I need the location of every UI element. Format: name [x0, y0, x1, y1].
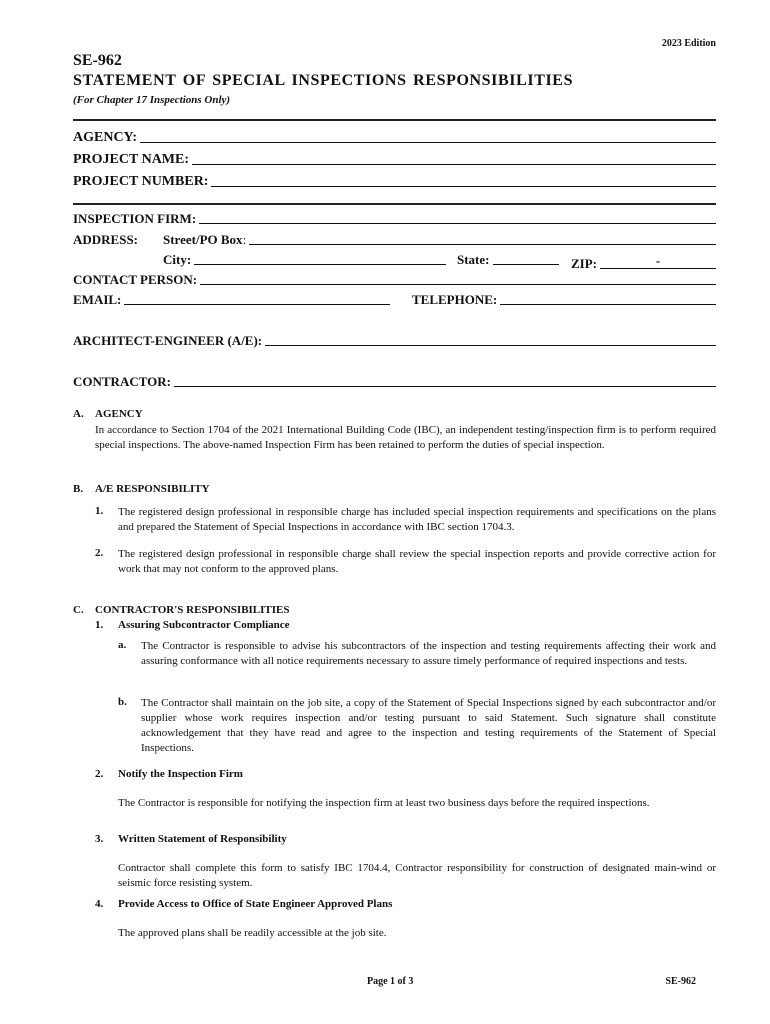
architect-engineer-input-line[interactable] — [265, 345, 716, 346]
city-label: City: — [163, 252, 192, 267]
section-c-item-1a-letter: a. — [118, 639, 127, 651]
section-c-item-1-number: 1. — [95, 619, 104, 631]
section-c-item-3-text: Contractor shall complete this form to satisfy IBC 1704.4, Contractor responsibility for construction of designated main-wind or seismic force resisting system. — [118, 862, 716, 889]
section-b-item-2-number: 2. — [95, 547, 104, 559]
section-c-item-1b-text: The Contractor shall maintain on the job site, a copy of the Statement of Special Inspections signed by each subcontractor and/or supplier whose work requires inspection and/or testing pursuant to said Statement. Such signature shall constitute acknowledgement that they have read and agree to the inspection and testing requirements of the Statement of Special Inspections. — [141, 697, 716, 754]
zip-label: ZIP: — [571, 256, 597, 271]
contractor-label: CONTRACTOR: — [73, 374, 171, 389]
section-c-heading: C. CONTRACTOR'S RESPONSIBILITIES — [73, 604, 290, 616]
email-field[interactable] — [73, 292, 390, 308]
street-label: Street/PO Box: — [163, 232, 247, 247]
section-c-item-4-number: 4. — [95, 898, 104, 910]
footer-form-number: SE-962 — [665, 976, 696, 987]
section-a-heading: A. AGENCY — [73, 408, 143, 420]
divider — [73, 119, 716, 121]
section-c-item-2-heading: Notify the Inspection Firm — [118, 768, 243, 780]
address-label: ADDRESS: — [73, 232, 139, 247]
section-b-item-1-number: 1. — [95, 505, 104, 517]
state-label: State: — [457, 252, 490, 267]
contact-person-label: CONTACT PERSON: — [73, 272, 198, 287]
telephone-field[interactable] — [412, 292, 716, 308]
city-field[interactable] — [163, 252, 446, 268]
project-number-input-line[interactable] — [211, 186, 716, 187]
address-label-wrap — [73, 232, 163, 248]
project-number-field[interactable] — [73, 174, 716, 190]
section-b-item-1-text: The registered design professional in responsible charge has included special inspection requirements and specifications on the plans and prepared the Statement of Special Inspections in accordance with IBC section 1704.3. — [118, 506, 716, 533]
contact-person-input-line[interactable] — [200, 284, 716, 285]
section-c-item-1b-letter: b. — [118, 696, 127, 708]
architect-engineer-label: ARCHITECT-ENGINEER (A/E): — [73, 333, 263, 348]
city-input-line[interactable] — [194, 264, 446, 265]
contractor-input-line[interactable] — [174, 386, 716, 387]
email-label: EMAIL: — [73, 292, 122, 307]
document-page — [73, 0, 716, 1024]
section-c-item-4-heading: Provide Access to Office of State Engineer Approved Plans — [118, 898, 393, 910]
zip-input-line[interactable]: - — [600, 252, 716, 269]
page-number: Page 1 of 3 — [367, 976, 414, 987]
section-c-item-1-heading: Assuring Subcontractor Compliance — [118, 619, 290, 631]
divider — [73, 203, 716, 205]
project-name-label: PROJECT NAME: — [73, 152, 190, 167]
section-c-item-2-number: 2. — [95, 768, 104, 780]
page-title: STATEMENT OF SPECIAL INSPECTIONS RESPONSIBILITIES — [73, 72, 574, 89]
inspection-firm-field[interactable] — [73, 211, 716, 227]
email-input-line[interactable] — [124, 304, 390, 305]
project-name-input-line[interactable] — [192, 164, 716, 165]
street-input-line[interactable] — [249, 244, 716, 245]
section-c-item-4-text: The approved plans shall be readily accessible at the job site. — [118, 927, 387, 939]
agency-label: AGENCY: — [73, 130, 138, 145]
inspection-firm-input-line[interactable] — [199, 223, 716, 224]
section-c-item-2-text: The Contractor is responsible for notifying the inspection firm at least two business days before the required inspections. — [118, 797, 650, 809]
form-number: SE-962 — [73, 52, 122, 69]
zip-field[interactable] — [571, 252, 716, 272]
telephone-label: TELEPHONE: — [412, 292, 498, 307]
section-b-heading: B. A/E RESPONSIBILITY — [73, 483, 210, 495]
section-c-item-1a-text: The Contractor is responsible to advise his subcontractors of the inspection and testing requirements affecting their work and assuring conformance with all notice requirements necessary to assure timely performance of required inspections and tests. — [141, 640, 716, 667]
section-b-item-2-text: The registered design professional in responsible charge shall review the special inspection reports and provide corrective action for work that may not conform to the approved plans. — [118, 548, 716, 575]
contact-person-field[interactable] — [73, 272, 716, 288]
agency-input-line[interactable] — [140, 142, 716, 143]
section-c-item-3-number: 3. — [95, 833, 104, 845]
page-subtitle: (For Chapter 17 Inspections Only) — [73, 94, 231, 106]
project-name-field[interactable] — [73, 152, 716, 168]
project-number-label: PROJECT NUMBER: — [73, 174, 209, 189]
street-field[interactable] — [163, 232, 716, 248]
state-input-line[interactable] — [493, 264, 560, 265]
edition-label: 2023 Edition — [661, 38, 716, 49]
inspection-firm-label: INSPECTION FIRM: — [73, 211, 197, 226]
architect-engineer-field[interactable] — [73, 333, 716, 349]
agency-field[interactable] — [73, 130, 716, 146]
section-a-text: In accordance to Section 1704 of the 2021 International Building Code (IBC), an independent testing/inspection firm is to perform required special inspections. The above-named Inspection Firm has been retained to perform the duties of special inspection. — [95, 424, 716, 451]
contractor-field[interactable] — [73, 374, 716, 390]
state-field[interactable] — [457, 252, 559, 268]
section-c-item-3-heading: Written Statement of Responsibility — [118, 833, 287, 845]
telephone-input-line[interactable] — [500, 304, 716, 305]
